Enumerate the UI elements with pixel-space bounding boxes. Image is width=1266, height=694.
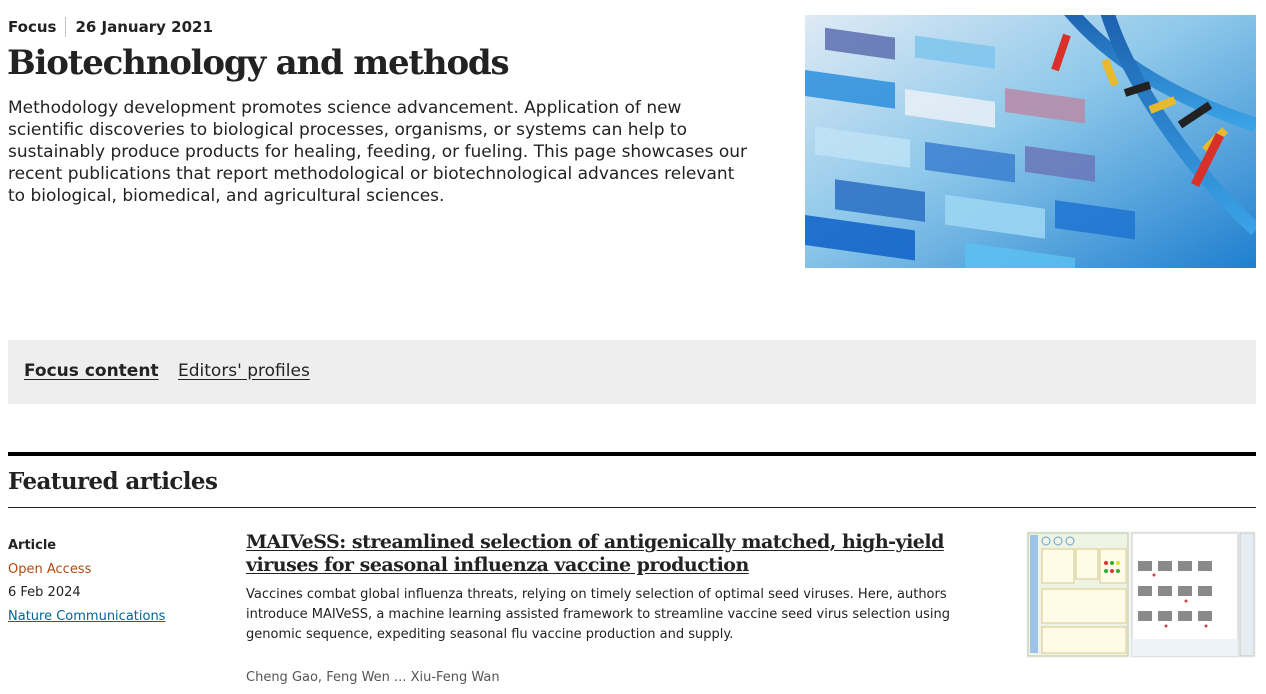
dna-helix-gel-image [805,15,1256,268]
section-divider [8,452,1256,456]
article-description: Vaccines combat global influenza threats, relying on timely selection of optimal seed viruses. Here, authors introduce MAIVeSS, a machine learning assisted framework to streamline vaccine seed virus selection using genomic sequence, expediting seasonal flu vaccine production and supply. [246,587,950,642]
article-authors: Cheng Gao, Feng Wen ... Xiu-Feng Wan [246,670,500,685]
hero-image [805,15,1256,268]
section-underline [8,507,1256,508]
article-date: 6 Feb 2024 [8,585,81,600]
page-intro: Methodology development promotes science advancement. Application of new scientific discoveries to biological processes, organisms, or systems can help to sustainably produce products for healing, feeding, or fueling. This page showcases our recent publications that report methodological or biotechnological advances relevant to biological, biomedical, and agricultural sciences. [8,98,748,206]
open-access-label: Open Access [8,561,92,577]
publication-date: 26 January 2021 [75,18,213,36]
tab-editors-profiles[interactable]: Editors' profiles [178,361,310,381]
tab-focus-content[interactable]: Focus content [24,361,159,381]
article-meta [8,534,165,628]
content-type-label: Focus [8,17,66,37]
page-title: Biotechnology and methods [7,43,509,83]
journal-link[interactable]: Nature Communications [8,608,166,624]
article-title-link[interactable]: MAIVeSS: streamlined selection of antigenically matched, high-yield viruses for seasonal influenza vaccine production [246,531,944,576]
page-meta [8,17,213,37]
article-type: Article [8,538,57,553]
article-figure-thumbnail [1026,531,1256,658]
article-thumbnail[interactable] [1026,531,1256,658]
focus-tabs [8,340,1256,404]
section-heading: Featured articles [8,468,218,495]
